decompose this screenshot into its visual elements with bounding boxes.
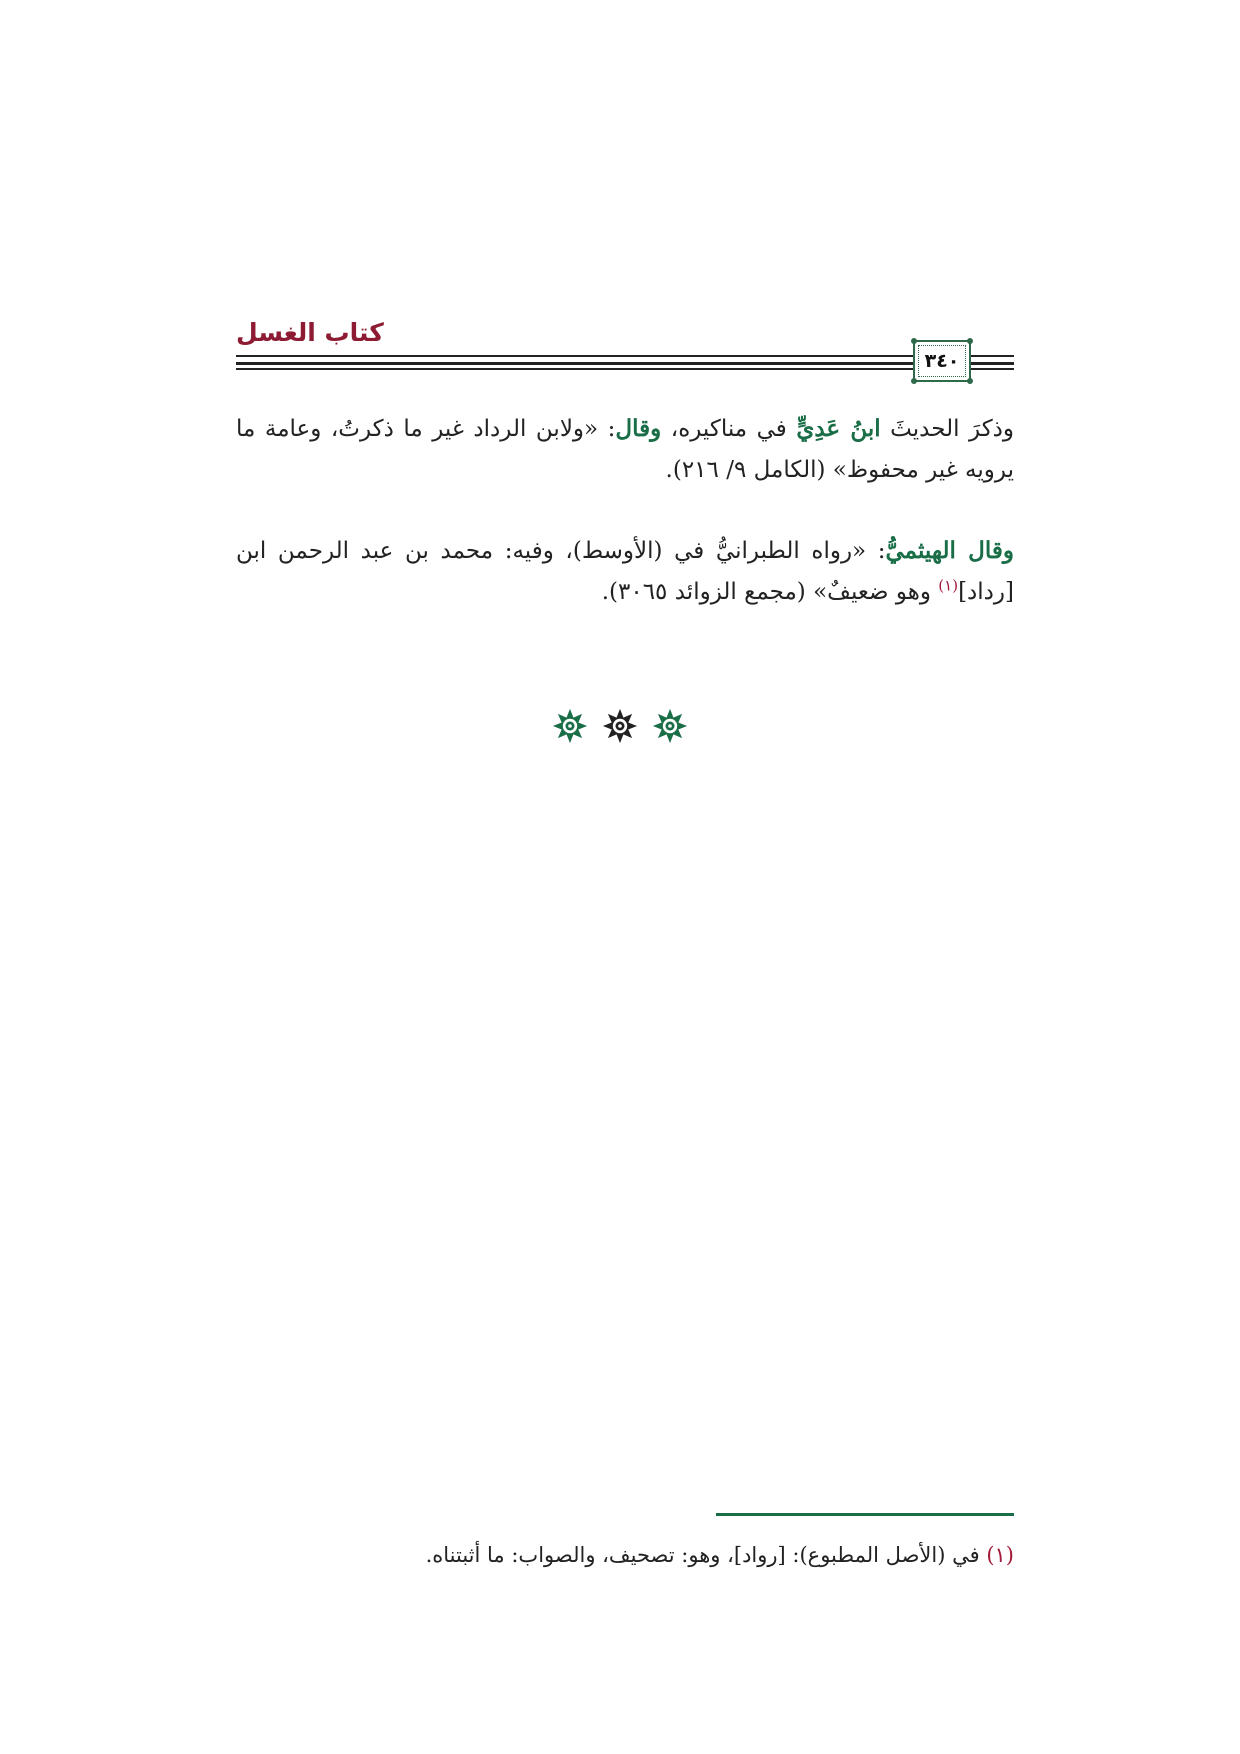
page-number-badge <box>913 340 971 382</box>
header-rule <box>236 368 1014 370</box>
text-span: : «ولابن الرداد غير ما ذكرتُ، وعامة ما يرويه غير محفوظ» (الكامل ٩/ ٢١٦). <box>236 416 1014 483</box>
footnote-reference[interactable]: (١) <box>938 576 959 595</box>
footnote-rule <box>716 1513 1014 1516</box>
badge-corner-ornament <box>911 378 917 384</box>
narrator-name: ابنُ عَدِيٍّ <box>796 415 881 442</box>
badge-corner-ornament <box>967 378 973 384</box>
chapter-title: كتاب الغسل <box>236 318 384 347</box>
text-span: وهو ضعيفٌ» (مجمع الزوائد ٣٠٦٥). <box>601 579 939 605</box>
section-end-ornaments <box>0 708 1240 744</box>
said-keyword: وقال الهيثميُّ <box>885 537 1014 564</box>
text-span: في مناكيره، <box>661 416 797 442</box>
header-rule <box>236 362 1014 365</box>
badge-corner-ornament <box>911 338 917 344</box>
star-ornament-icon <box>652 708 688 744</box>
said-keyword: وقال <box>615 415 662 442</box>
page-number: ٣٤٠ <box>924 350 960 372</box>
footnote-text: في (الأصل المطبوع): [رواد]، وهو: تصحيف، والصواب: ما أثبتناه. <box>425 1543 987 1567</box>
text-span: وذكرَ الحديثَ <box>880 416 1015 442</box>
paragraph <box>236 530 1014 613</box>
footnote <box>236 1538 1014 1572</box>
paragraph <box>236 408 1014 491</box>
header-rule <box>236 355 1014 357</box>
star-ornament-icon <box>552 708 588 744</box>
footnote-number: (١) <box>986 1543 1014 1567</box>
badge-corner-ornament <box>967 338 973 344</box>
star-ornament-icon <box>602 708 638 744</box>
text-span: : «رواه الطبرانيُّ في (الأوسط)، وفيه: محمد بن عبد الرحمن ابن [رداد] <box>236 538 1014 605</box>
